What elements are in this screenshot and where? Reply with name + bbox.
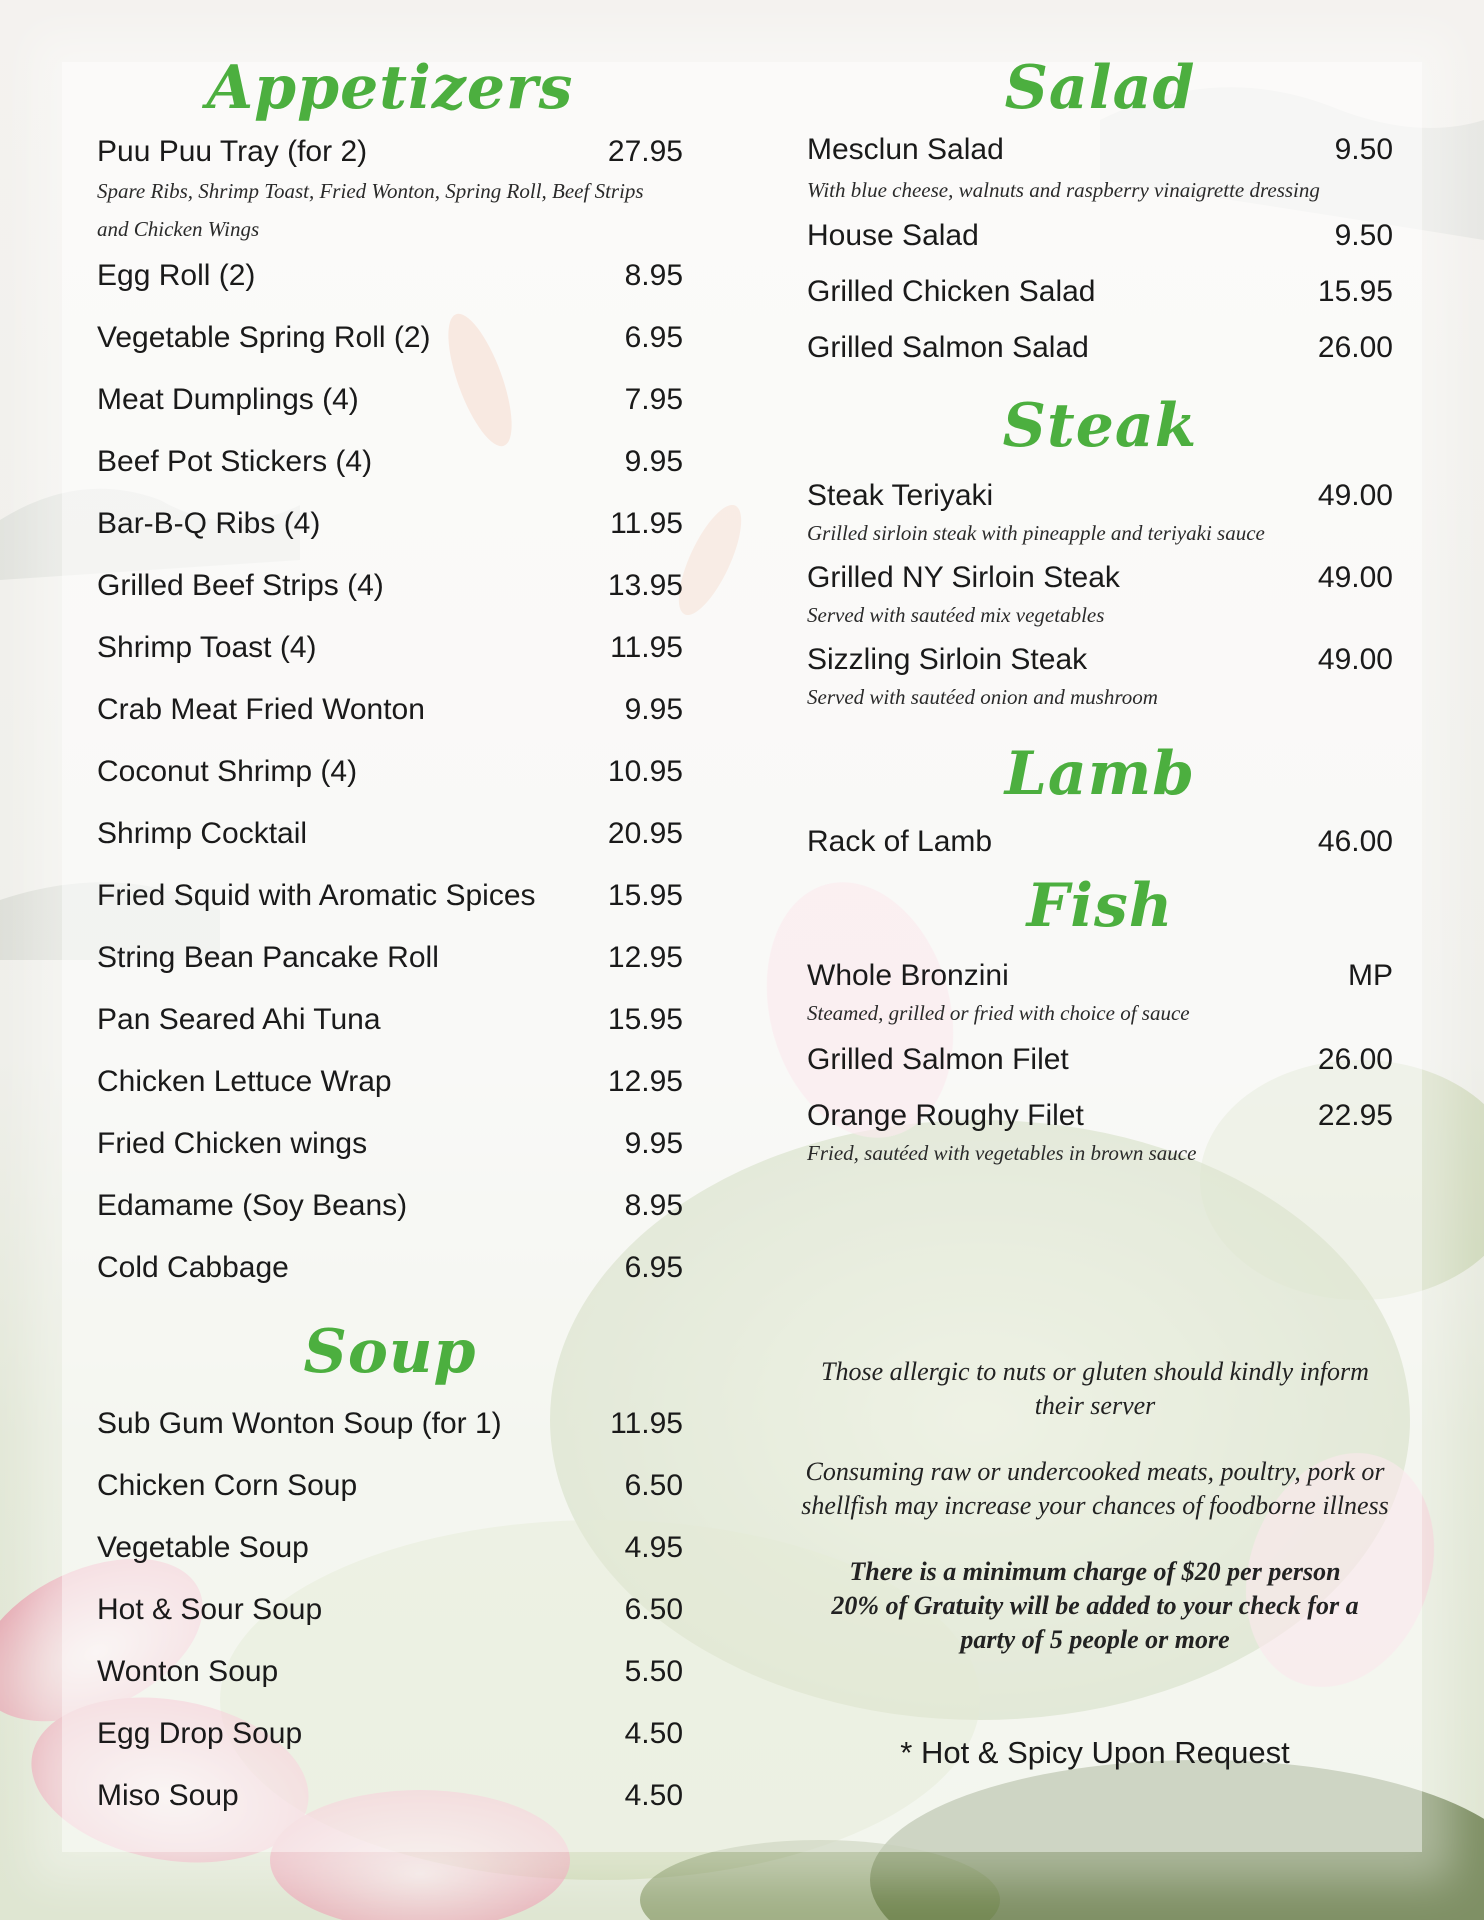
item-price: 6.50 — [624, 1469, 683, 1502]
item-name: Orange Roughy Filet — [807, 1099, 1084, 1132]
item-price: 4.50 — [624, 1779, 683, 1812]
appetizers-list — [97, 130, 683, 1290]
item-price: 26.00 — [1317, 331, 1393, 364]
item-price: 4.50 — [624, 1717, 683, 1750]
menu-item — [807, 638, 1393, 682]
item-price: 49.00 — [1317, 643, 1393, 676]
spicy-request-note: * Hot & Spicy Upon Request — [900, 1735, 1290, 1770]
menu-item — [97, 750, 683, 794]
item-price: 49.00 — [1317, 561, 1393, 594]
item-price: 49.00 — [1317, 479, 1393, 512]
menu-item — [807, 128, 1393, 172]
menu-item — [807, 954, 1393, 998]
minimum-charge-note: There is a minimum charge of $20 per person — [849, 1557, 1341, 1586]
menu-item — [97, 874, 683, 918]
lamb-heading: Lamb — [1004, 739, 1196, 809]
item-description: Fried, sautéed with vegetables in brown sauce — [807, 1141, 1197, 1165]
menu-item — [97, 1246, 683, 1290]
item-name: Puu Puu Tray (for 2) — [97, 135, 368, 168]
item-name: Grilled Salmon Salad — [807, 331, 1089, 364]
item-price: 12.95 — [607, 1065, 683, 1098]
menu-item — [97, 812, 683, 856]
item-name: Fried Chicken wings — [97, 1127, 368, 1160]
item-name: Rack of Lamb — [807, 825, 993, 858]
item-description: Steamed, grilled or fried with choice of sauce — [807, 1001, 1190, 1025]
item-name: Beef Pot Stickers (4) — [97, 445, 373, 478]
item-name: Cold Cabbage — [97, 1251, 289, 1284]
menu-item — [97, 1650, 683, 1694]
item-name: Hot & Sour Soup — [97, 1593, 323, 1626]
item-price: 8.95 — [624, 1189, 683, 1222]
item-name: Chicken Lettuce Wrap — [97, 1065, 392, 1098]
item-price: 6.95 — [624, 1251, 683, 1284]
item-price: 5.50 — [624, 1655, 683, 1688]
menu-item — [97, 316, 683, 360]
item-description: With blue cheese, walnuts and raspberry vinaigrette dressing — [807, 178, 1320, 202]
menu-item — [97, 130, 683, 174]
item-price: 7.95 — [624, 383, 683, 416]
item-price: 15.95 — [607, 879, 683, 912]
item-name: Steak Teriyaki — [807, 479, 994, 512]
item-name: Sub Gum Wonton Soup (for 1) — [97, 1407, 502, 1440]
item-name: Egg Roll (2) — [97, 259, 256, 292]
menu-item — [807, 270, 1393, 314]
item-price: 9.50 — [1334, 133, 1393, 166]
menu-item — [807, 474, 1393, 518]
item-price: 9.95 — [624, 1127, 683, 1160]
item-price: 15.95 — [607, 1003, 683, 1036]
item-name: Mesclun Salad — [807, 133, 1004, 166]
item-price: 46.00 — [1317, 825, 1393, 858]
item-name: House Salad — [807, 219, 979, 252]
menu-notes — [765, 1355, 1425, 1771]
item-name: Edamame (Soy Beans) — [97, 1189, 408, 1222]
item-price: 11.95 — [610, 507, 683, 540]
item-price: 9.95 — [624, 445, 683, 478]
menu-item — [97, 440, 683, 484]
salad-heading: Salad — [1004, 53, 1196, 123]
item-description: Served with sautéed mix vegetables — [807, 603, 1105, 627]
menu-item — [97, 1402, 683, 1446]
menu-item — [807, 820, 1393, 864]
allergy-note: Those allergic to nuts or gluten should kindly inform their server — [821, 1357, 1369, 1420]
item-name: Chicken Corn Soup — [97, 1469, 358, 1502]
menu-item — [97, 502, 683, 546]
left-column — [97, 48, 683, 1818]
menu-item — [97, 1526, 683, 1570]
menu-item — [97, 254, 683, 298]
item-price: 11.95 — [610, 631, 683, 664]
menu-item — [807, 1094, 1393, 1138]
item-name: Wonton Soup — [97, 1655, 279, 1688]
menu-item — [97, 1184, 683, 1228]
menu-item — [97, 998, 683, 1042]
item-name: Coconut Shrimp (4) — [97, 755, 358, 788]
item-price: 13.95 — [607, 569, 683, 602]
menu-item — [97, 1060, 683, 1104]
soup-list — [97, 1402, 683, 1818]
menu-item — [97, 1588, 683, 1632]
item-price: 27.95 — [607, 135, 683, 168]
menu-item — [97, 1774, 683, 1818]
item-name: Shrimp Cocktail — [97, 817, 308, 850]
item-price: 10.95 — [607, 755, 683, 788]
lamb-list — [807, 820, 1393, 864]
fish-list — [807, 954, 1393, 1168]
menu-item — [97, 626, 683, 670]
item-name: Shrimp Toast (4) — [97, 631, 317, 664]
menu-item — [97, 936, 683, 980]
item-description: Served with sautéed onion and mushroom — [807, 685, 1158, 709]
item-price: 11.95 — [610, 1407, 683, 1440]
item-name: Grilled Chicken Salad — [807, 275, 1096, 308]
menu-item — [807, 556, 1393, 600]
menu-item — [97, 1464, 683, 1508]
item-name: Meat Dumplings (4) — [97, 383, 359, 416]
gratuity-note: 20% of Gratuity will be added to your check for a party of 5 people or more — [831, 1591, 1359, 1654]
item-price: 9.95 — [624, 693, 683, 726]
item-price: 4.95 — [624, 1531, 683, 1564]
item-name: Egg Drop Soup — [97, 1717, 303, 1750]
item-name: Vegetable Spring Roll (2) — [97, 321, 431, 354]
item-name: Pan Seared Ahi Tuna — [97, 1003, 381, 1036]
item-name: Miso Soup — [97, 1779, 239, 1812]
item-name: Sizzling Sirloin Steak — [807, 643, 1088, 676]
item-price: 8.95 — [624, 259, 683, 292]
item-price: 12.95 — [607, 941, 683, 974]
appetizers-heading: Appetizers — [206, 53, 574, 123]
menu-item — [807, 1038, 1393, 1082]
item-name: Grilled Salmon Filet — [807, 1043, 1069, 1076]
menu-item — [97, 688, 683, 732]
soup-heading: Soup — [303, 1317, 477, 1387]
item-name: String Bean Pancake Roll — [97, 941, 439, 974]
menu-item — [97, 564, 683, 608]
right-column — [807, 48, 1393, 1168]
item-name: Crab Meat Fried Wonton — [97, 693, 425, 726]
item-description: Spare Ribs, Shrimp Toast, Fried Wonton, Spring Roll, Beef Strips and Chicken Wings — [97, 179, 644, 241]
steak-heading: Steak — [1002, 391, 1198, 461]
steak-list — [807, 474, 1393, 712]
item-price: 26.00 — [1317, 1043, 1393, 1076]
item-name: Grilled NY Sirloin Steak — [807, 561, 1120, 594]
raw-food-warning: Consuming raw or undercooked meats, poultry, pork or shellfish may increase your chances of foodborne illness — [801, 1457, 1389, 1520]
menu-item — [97, 1122, 683, 1166]
item-name: Vegetable Soup — [97, 1531, 309, 1564]
item-price: 6.50 — [624, 1593, 683, 1626]
item-price: MP — [1348, 959, 1393, 992]
item-name: Bar-B-Q Ribs (4) — [97, 507, 321, 540]
item-price: 22.95 — [1317, 1099, 1393, 1132]
item-price: 15.95 — [1317, 275, 1393, 308]
item-name: Grilled Beef Strips (4) — [97, 569, 384, 602]
item-description: Grilled sirloin steak with pineapple and teriyaki sauce — [807, 521, 1265, 545]
item-price: 6.95 — [624, 321, 683, 354]
menu-item — [97, 378, 683, 422]
item-price: 20.95 — [607, 817, 683, 850]
item-name: Fried Squid with Aromatic Spices — [97, 879, 536, 912]
menu-item — [807, 214, 1393, 258]
salad-list — [807, 128, 1393, 370]
fish-heading: Fish — [1026, 871, 1174, 941]
item-name: Whole Bronzini — [807, 959, 1009, 992]
menu-item — [97, 1712, 683, 1756]
menu-item — [807, 326, 1393, 370]
item-price: 9.50 — [1334, 219, 1393, 252]
